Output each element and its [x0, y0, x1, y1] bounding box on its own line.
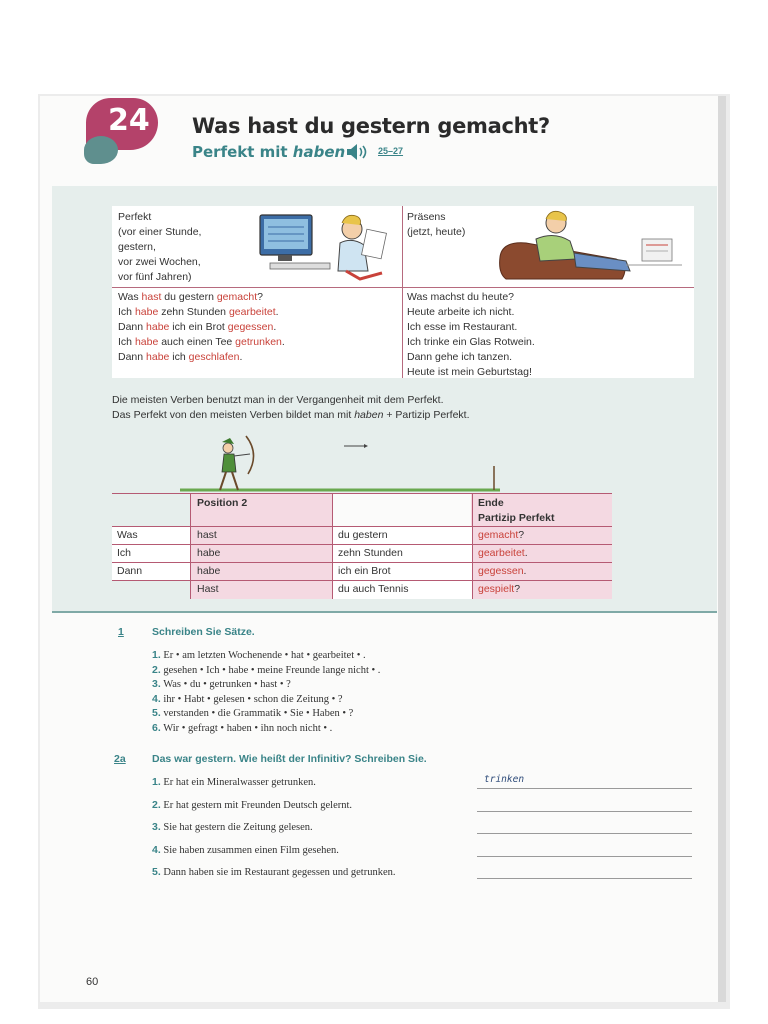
participle: gespielt	[478, 583, 515, 595]
punctuation: ?	[518, 529, 525, 541]
exercise-item	[152, 821, 313, 833]
example-sentence	[118, 350, 285, 365]
sentence-text: Ich	[118, 336, 135, 348]
speaker-icon[interactable]	[346, 143, 372, 161]
sentence-text: auch einen Tee	[158, 336, 236, 348]
item-number: 3.	[152, 821, 161, 833]
grammar-note-line: Das Perfekt von den meisten Verben bildet man mit haben + Partizip Perfekt.	[112, 409, 470, 421]
answer-field[interactable]	[477, 878, 692, 879]
verb-highlight: geschlafen	[188, 351, 240, 363]
item-number: 2.	[152, 798, 161, 811]
participle: gemacht	[478, 529, 519, 541]
praesens-label: Präsens	[407, 211, 446, 223]
exercise-item	[152, 776, 316, 788]
table-cell-end	[478, 529, 524, 541]
perfekt-examples	[118, 290, 285, 365]
answer-field[interactable]	[477, 856, 692, 857]
item-number: 5.	[152, 707, 161, 720]
sentence-text: ?	[257, 291, 263, 303]
item-number: 4.	[152, 843, 161, 856]
exercise-item	[152, 799, 352, 811]
exercise-item	[152, 722, 332, 734]
position-table-blank	[333, 493, 471, 526]
example-sentence	[118, 290, 285, 305]
table-rule	[112, 580, 612, 581]
page-number: 60	[86, 976, 99, 988]
table-rule	[332, 493, 333, 599]
sentence-text: Was	[118, 291, 142, 303]
column-header-position2: Position 2	[197, 497, 248, 509]
example-sentence	[118, 335, 285, 350]
participle: gegessen	[478, 565, 524, 577]
item-text: Wir • gefragt • haben • ihn noch nicht • .	[160, 723, 333, 734]
page-title: Was hast du gestern gemacht?	[192, 114, 550, 138]
item-text: Sie haben zusammen einen Film gesehen.	[160, 844, 339, 856]
table-cell-position1: Dann	[117, 565, 143, 577]
table-cell-position1: Ich	[117, 547, 132, 559]
example-sentence: Heute arbeite ich nicht.	[407, 306, 515, 318]
perfekt-time-expression: vor zwei Wochen,	[118, 256, 201, 268]
example-sentence: Dann gehe ich tanzen.	[407, 351, 513, 363]
table-cell-end	[478, 583, 520, 595]
table-cell-middle: du gestern	[338, 529, 388, 541]
example-sentence: Heute ist mein Geburtstag!	[407, 366, 532, 378]
perfekt-time-expression: vor fünf Jahren)	[118, 271, 192, 283]
sentence-text: .	[273, 321, 277, 333]
perfekt-time-expression: (vor einer Stunde,	[118, 226, 202, 238]
table-rule	[112, 526, 612, 527]
exercise-item	[152, 664, 380, 676]
example-sentence	[118, 320, 285, 335]
table-cell-end	[478, 547, 528, 559]
sentence-text: ich	[169, 351, 189, 363]
verb-highlight: gemacht	[216, 291, 258, 303]
verb-highlight: getrunken	[235, 336, 282, 348]
item-text: Was • du • getrunken • hast • ?	[160, 679, 291, 691]
table-divider	[402, 206, 403, 378]
verb-highlight: gearbeitet	[228, 306, 276, 318]
sentence-text: Dann	[118, 321, 147, 333]
perfekt-time-expression: gestern,	[118, 241, 156, 253]
office-worker-illustration	[256, 207, 396, 283]
exercise-number: 1	[118, 626, 124, 638]
table-cell-position2: Hast	[197, 583, 219, 595]
verb-highlight: habe	[134, 336, 159, 348]
verb-highlight: habe	[146, 321, 170, 333]
item-text: Dann haben sie im Restaurant gegessen und getrunken.	[160, 867, 396, 878]
item-text: Er hat gestern mit Freunden Deutsch gelernt.	[160, 799, 353, 811]
item-number: 1.	[152, 776, 161, 788]
perfekt-heading	[118, 210, 201, 285]
exercise-title: Das war gestern. Wie heißt der Infinitiv? Schreiben Sie.	[152, 753, 427, 765]
relaxing-man-illustration	[496, 207, 686, 285]
praesens-heading	[407, 210, 465, 240]
table-divider	[112, 287, 694, 288]
answer-field[interactable]	[477, 811, 692, 812]
sentence-text: .	[275, 306, 279, 318]
table-cell-middle: du auch Tennis	[338, 583, 409, 595]
perfekt-label: Perfekt	[118, 211, 152, 223]
sentence-text: zehn Stunden	[158, 306, 229, 318]
table-rule	[112, 544, 612, 545]
item-text: Er • am letzten Wochenende • hat • gearbeitet • .	[160, 650, 366, 661]
sentence-text: .	[281, 336, 285, 348]
item-text: Sie hat gestern die Zeitung gelesen.	[160, 822, 313, 833]
verb-highlight: habe	[146, 351, 170, 363]
grammar-note	[112, 393, 470, 423]
table-cell-position2: hast	[197, 529, 217, 541]
item-text: gesehen • Ich • habe • meine Freunde lange nicht • .	[160, 664, 381, 676]
table-cell-position2: habe	[197, 547, 221, 559]
answer-field[interactable]	[477, 788, 692, 789]
page-subtitle: Perfekt mit haben	[192, 143, 346, 161]
table-rule	[190, 493, 191, 599]
item-number: 4.	[152, 692, 161, 705]
sentence-text: .	[239, 351, 243, 363]
chapter-number: 24	[108, 103, 150, 138]
exercise-item	[152, 693, 343, 705]
item-number: 3.	[152, 678, 161, 691]
table-cell-end	[478, 565, 526, 577]
participle: gearbeitet	[478, 547, 525, 559]
item-text: verstanden • die Grammatik • Sie • Haben • ?	[160, 708, 354, 720]
sentence-text: du gestern	[161, 291, 217, 303]
sentence-text: ich ein Brot	[169, 321, 228, 333]
column-header-end: Ende Partizip Perfekt	[478, 497, 555, 524]
chapter-badge-accent	[84, 136, 118, 164]
handwritten-answer: trinken	[484, 774, 525, 785]
archer-illustration	[180, 428, 600, 498]
exercise-item	[152, 678, 291, 690]
item-text: ihr • Habt • gelesen • schon die Zeitung • ?	[160, 693, 343, 705]
table-cell-middle: ich ein Brot	[338, 565, 391, 577]
item-number: 5.	[152, 866, 161, 878]
example-sentence: Was machst du heute?	[407, 291, 514, 303]
punctuation: .	[524, 547, 528, 559]
item-number: 2.	[152, 663, 161, 676]
example-sentence	[118, 305, 285, 320]
verb-highlight: gegessen	[227, 321, 274, 333]
table-rule	[472, 493, 473, 599]
verb-highlight: hast	[141, 291, 162, 303]
sentence-text: Dann	[118, 351, 147, 363]
table-cell-position1: Was	[117, 529, 138, 541]
audio-track-number[interactable]: 25–27	[378, 146, 404, 156]
exercise-item	[152, 707, 353, 719]
punctuation: .	[523, 565, 527, 577]
item-number: 6.	[152, 722, 161, 734]
example-sentence: Ich esse im Restaurant.	[407, 321, 518, 333]
table-rule	[112, 562, 612, 563]
section-divider	[52, 611, 717, 613]
sentence-text: Ich	[118, 306, 135, 318]
grammar-note-line: Die meisten Verben benutzt man in der Vergangenheit mit dem Perfekt.	[112, 394, 444, 406]
page-edge	[718, 96, 726, 1002]
exercise-item	[152, 866, 396, 878]
exercise-item	[152, 844, 339, 856]
exercise-number: 2a	[114, 753, 126, 765]
table-rule	[112, 493, 612, 494]
answer-field[interactable]	[477, 833, 692, 834]
example-sentence: Ich trinke ein Glas Rotwein.	[407, 336, 535, 348]
verb-highlight: habe	[134, 306, 159, 318]
exercise-item	[152, 649, 366, 661]
table-cell-position2: habe	[197, 565, 221, 577]
exercise-title: Schreiben Sie Sätze.	[152, 626, 255, 638]
praesens-time-expression: (jetzt, heute)	[407, 226, 466, 238]
table-cell-middle: zehn Stunden	[338, 547, 403, 559]
item-number: 1.	[152, 649, 161, 661]
item-text: Er hat ein Mineralwasser getrunken.	[160, 777, 316, 788]
punctuation: ?	[514, 583, 521, 595]
praesens-examples	[407, 290, 535, 380]
